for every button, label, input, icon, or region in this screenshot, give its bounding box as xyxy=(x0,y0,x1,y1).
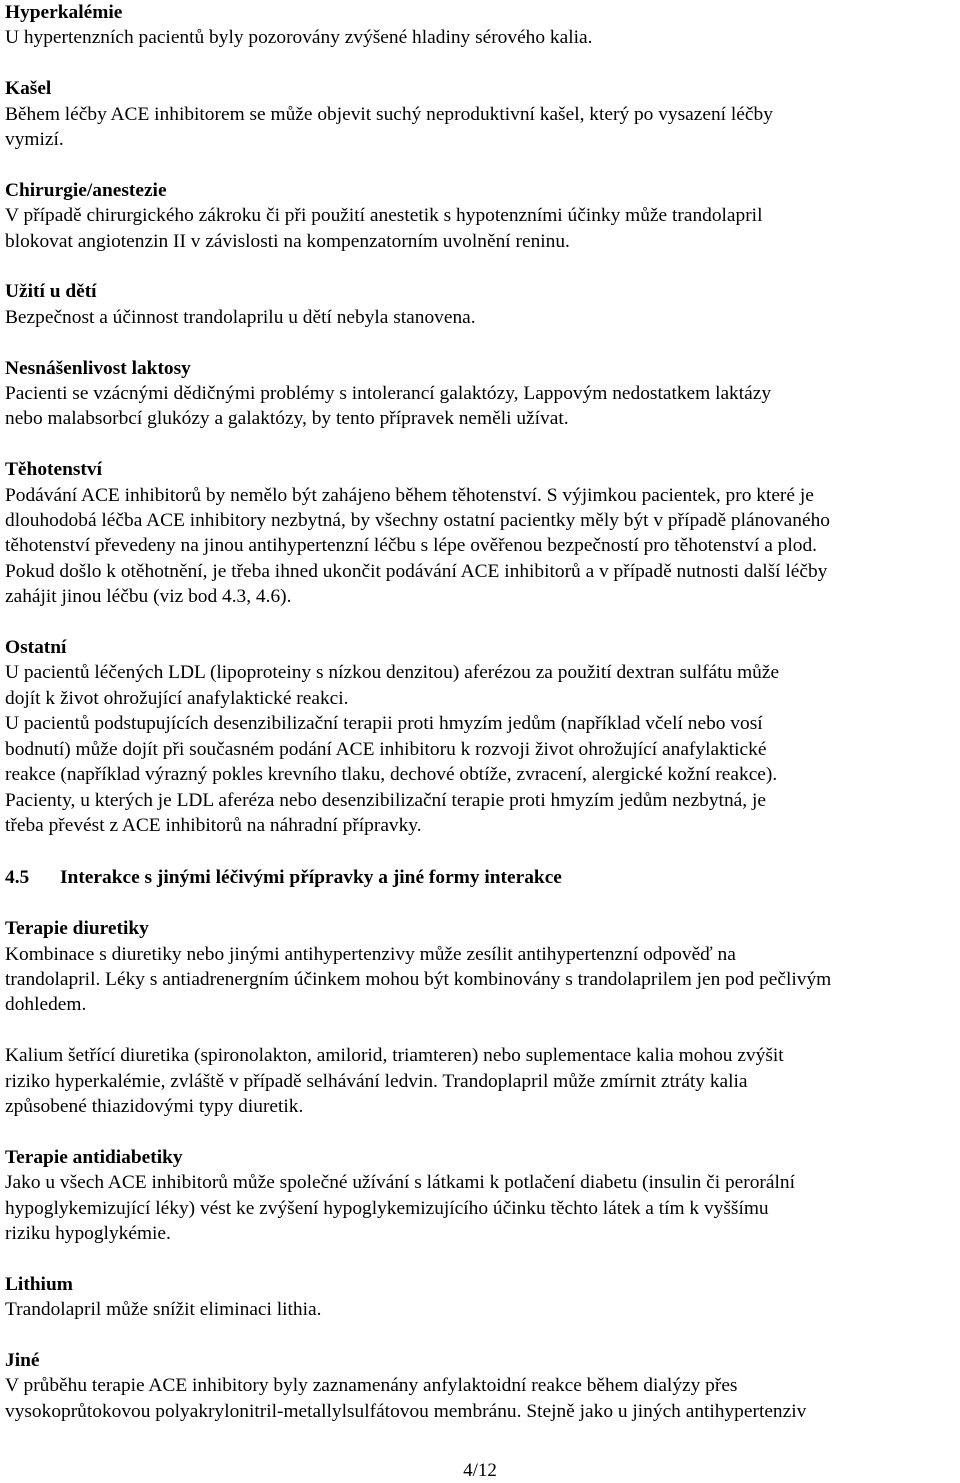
heading-diuretika: Terapie diuretiky xyxy=(5,918,149,940)
text-line: riziko hyperkalémie, zvláště v případě selhávání ledvin. Trandoplapril může zmírnit ztráty kalia xyxy=(5,1070,748,1092)
section-hyperkalemie xyxy=(5,0,955,51)
text-line: vysokoprůtokovou polyakrylonitril-metallylsulfátovou membránu. Stejně jako u jiných antihypertenziv xyxy=(5,1400,807,1422)
section-jine xyxy=(5,1348,955,1424)
section-chirurgie xyxy=(5,178,955,254)
text-line: zahájit jinou léčbu (viz bod 4.3, 4.6). xyxy=(5,586,292,608)
text-hyperkalemie: U hypertenzních pacientů byly pozorovány zvýšené hladiny sérového kalia. xyxy=(5,27,593,49)
text-line: nebo malabsorbcí glukózy a galaktózy, by tento přípravek neměli užívat. xyxy=(5,408,569,430)
heading-tehotenstvi: Těhotenství xyxy=(5,459,102,481)
section-laktoza xyxy=(5,356,955,432)
section-kasel xyxy=(5,76,955,152)
text-line: V případě chirurgického zákroku či při použití anestetik s hypotenzními účinky může trandolapril xyxy=(5,205,763,227)
text-line: Podávání ACE inhibitorů by nemělo být zahájeno během těhotenství. S výjimkou pacientek, pro které je xyxy=(5,484,814,506)
text-line: Pokud došlo k otěhotnění, je třeba ihned ukončit podávání ACE inhibitorů a v případě nutnosti další léčby xyxy=(5,560,828,582)
text-deti: Bezpečnost a účinnost trandolaprilu u dětí nebyla stanovena. xyxy=(5,306,476,328)
text-line: V průběhu terapie ACE inhibitory byly zaznamenány anfylaktoidní reakce během dialýzy přes xyxy=(5,1375,738,1397)
section-title: Interakce s jinými léčivými přípravky a jiné formy interakce xyxy=(60,867,562,889)
heading-hyperkalemie: Hyperkalémie xyxy=(5,2,123,23)
text-line: reakce (například výrazný pokles krevního tlaku, dechové obtíže, zvracení, alergické kožní reakce). xyxy=(5,764,778,786)
text-line: blokovat angiotenzin II v závislosti na kompenzatorním uvolnění reninu. xyxy=(5,230,570,252)
text-line: hypoglykemizující léky) vést ke zvýšení hypoglykemizujícího účinku těchto látek a tím k vyššímu xyxy=(5,1197,769,1219)
text-line: bodnutí) může dojít při současném podání ACE inhibitoru k rozvoji život ohrožující anafylaktické xyxy=(5,738,767,760)
text-line: riziku hypoglykémie. xyxy=(5,1222,171,1244)
text-line: Kalium šetřící diuretika (spironolakton, amilorid, triamteren) nebo suplementace kalia mohou zvýšit xyxy=(5,1045,784,1067)
text-line: třeba převést z ACE inhibitorů na náhradní přípravky. xyxy=(5,814,422,836)
section-lithium xyxy=(5,1272,955,1323)
text-line: trandolapril. Léky s antiadrenergním účinkem mohou být kombinovány s trandolaprilem jen pod pečlivým xyxy=(5,968,832,990)
section-number: 4.5 xyxy=(5,867,30,889)
section-heading-4-5 xyxy=(5,865,955,890)
text-line: Jako u všech ACE inhibitorů může společné užívání s látkami k potlačení diabetu (insulin či perorální xyxy=(5,1172,795,1194)
text-line: Kombinace s diuretiky nebo jinými antihypertenzivy může zesílit antihypertenzní odpověď na xyxy=(5,943,736,965)
text-line: dlouhodobá léčba ACE inhibitory nezbytná, by všechny ostatní pacientky měly být v případě plánovaného xyxy=(5,510,830,532)
text-line: dohledem. xyxy=(5,994,87,1016)
heading-chirurgie: Chirurgie/anestezie xyxy=(5,179,167,201)
text-lithium: Trandolapril může snížit eliminaci lithia. xyxy=(5,1299,322,1321)
section-antidiabetika xyxy=(5,1145,955,1247)
section-ostatni xyxy=(5,635,955,838)
text-line: Během léčby ACE inhibitorem se může objevit suchý neproduktivní kašel, který po vysazení léčby xyxy=(5,103,773,125)
text-line: Pacienti se vzácnými dědičnými problémy s intolerancí galaktózy, Lappovým nedostatkem laktázy xyxy=(5,383,772,405)
heading-kasel: Kašel xyxy=(5,78,52,100)
section-tehotenstvi xyxy=(5,457,955,609)
text-line: těhotenství převedeny na jinou antihypertenzní léčbu s lépe ověřenou bezpečností pro těhotenství a plod. xyxy=(5,535,818,557)
text-line: U pacientů léčených LDL (lipoproteiny s nízkou denzitou) aferézou za použití dextran sulfátu může xyxy=(5,662,780,684)
document-page xyxy=(5,0,955,1424)
text-line: vymizí. xyxy=(5,129,64,151)
text-line: dojít k život ohrožující anafylaktické reakci. xyxy=(5,687,349,709)
page-number: 4/12 xyxy=(463,1460,497,1481)
section-deti xyxy=(5,279,955,330)
heading-lithium: Lithium xyxy=(5,1273,73,1295)
heading-antidiabetika: Terapie antidiabetiky xyxy=(5,1146,183,1168)
heading-ostatni: Ostatní xyxy=(5,637,67,659)
section-diuretika xyxy=(5,916,955,1119)
heading-deti: Užití u dětí xyxy=(5,281,97,303)
text-line: U pacientů podstupujících desenzibilizační terapii proti hmyzím jedům (například včelí nebo vosí xyxy=(5,713,763,735)
text-line: Pacienty, u kterých je LDL aferéza nebo desenzibilizační terapie proti hmyzím jedům nezbytná, je xyxy=(5,789,766,811)
heading-laktoza: Nesnášenlivost laktosy xyxy=(5,357,191,379)
heading-jine: Jiné xyxy=(5,1349,40,1371)
text-line: způsobené thiazidovými typy diuretik. xyxy=(5,1095,304,1117)
